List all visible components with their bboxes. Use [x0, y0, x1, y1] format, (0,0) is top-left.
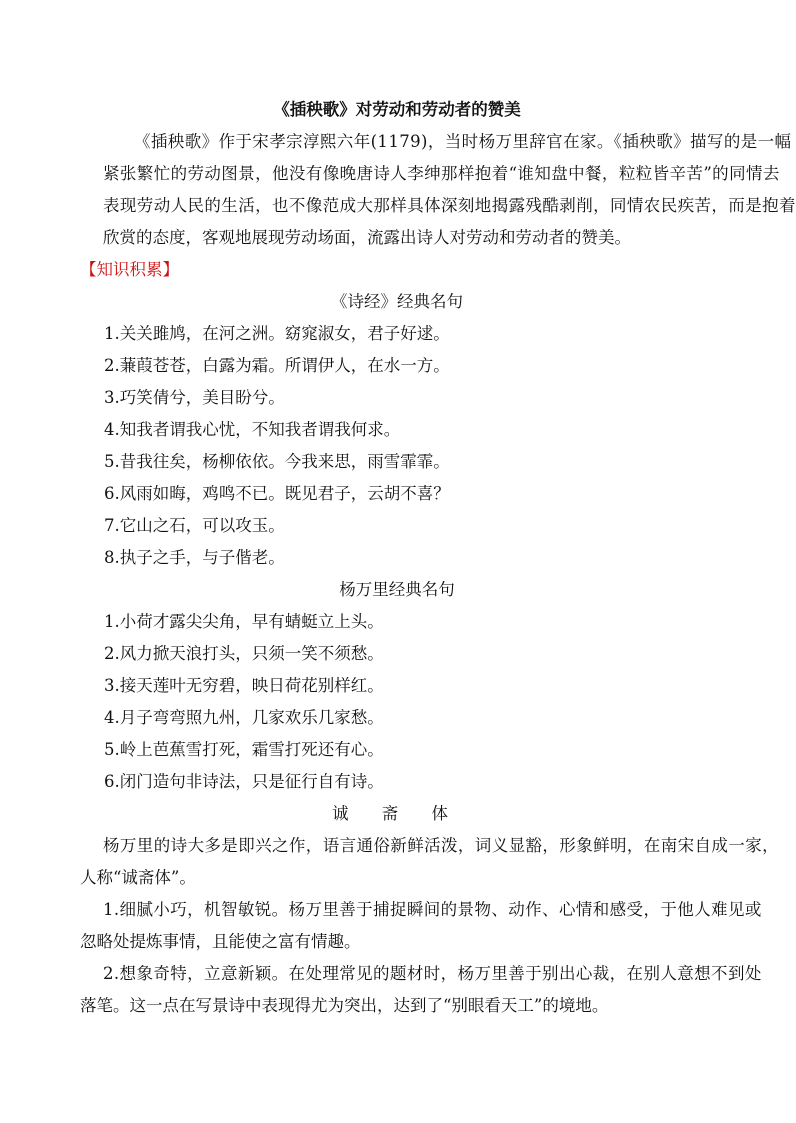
- list-item: 1.小荷才露尖尖角，早有蜻蜓立上头。: [104, 612, 384, 631]
- list-item: 4.月子弯弯照九州，几家欢乐几家愁。: [104, 708, 384, 727]
- list-item: 5.岭上芭蕉雪打死，霜雪打死还有心。: [104, 740, 384, 759]
- paragraph-line: 人称“诚斋体”。: [80, 868, 196, 887]
- list-item: 3.巧笑倩兮，美目盼兮。: [104, 388, 285, 407]
- list-item: 7.它山之石，可以攻玉。: [104, 516, 285, 535]
- chengzhai-title: 诚 斋 体: [332, 804, 462, 823]
- paragraph-line: 表现劳动人民的生活，也不像范成大那样具体深刻地揭露残酷剥削，同情农民疾苦，而是抱着: [103, 196, 796, 215]
- list-item: 5.昔我往矣，杨柳依依。今我来思，雨雪霏霏。: [104, 452, 450, 471]
- paragraph-line: 落笔。这一点在写景诗中表现得尤为突出，达到了“别眼看天工”的境地。: [80, 996, 609, 1015]
- paragraph-line: 忽略处提炼事情，且能使之富有情趣。: [80, 932, 361, 951]
- list-item: 4.知我者谓我心忧，不知我者谓我何求。: [104, 420, 401, 439]
- list-item: 2.蒹葭苍苍，白露为霜。所谓伊人，在水一方。: [104, 356, 450, 375]
- knowledge-label: 【知识积累】: [80, 260, 179, 279]
- paragraph-line: 杨万里的诗大多是即兴之作，语言通俗新鲜活泼，词义显豁，形象鲜明，在南宋自成一家，: [103, 836, 779, 855]
- list-item: 6.风雨如晦，鸡鸣不已。既见君子，云胡不喜？: [104, 484, 450, 503]
- paragraph-line: 2.想象奇特，立意新颖。在处理常见的题材时，杨万里善于别出心裁，在别人意想不到处: [103, 964, 762, 983]
- yang-title: 杨万里经典名句: [339, 580, 455, 599]
- paragraph-line: 紧张繁忙的劳动图景，他没有像晚唐诗人李绅那样抱着“谁知盘中餐，粒粒皆辛苦”的同情去: [103, 164, 780, 183]
- shijing-title: 《诗经》经典名句: [331, 292, 463, 311]
- paragraph-line: 《插秧歌》作于宋孝宗淳熙六年(1179)，当时杨万里辞官在家。《插秧歌》描写的是一幅: [134, 132, 792, 151]
- paragraph-line: 欣赏的态度，客观地展现劳动场面，流露出诗人对劳动和劳动者的赞美。: [103, 228, 631, 247]
- section-title: 《插秧歌》对劳动和劳动者的赞美: [273, 100, 521, 119]
- paragraph-line: 1.细腻小巧，机智敏锐。杨万里善于捕捉瞬间的景物、动作、心情和感受，于他人难见或: [103, 900, 762, 919]
- list-item: 3.接天莲叶无穷碧，映日荷花别样红。: [104, 676, 384, 695]
- list-item: 8.执子之手，与子偕老。: [104, 548, 285, 567]
- list-item: 2.风力掀天浪打头，只须一笑不须愁。: [104, 644, 384, 663]
- list-item: 6.闭门造句非诗法，只是征行自有诗。: [104, 772, 384, 791]
- list-item: 1.关关雎鸠，在河之洲。窈窕淑女，君子好逑。: [104, 324, 450, 343]
